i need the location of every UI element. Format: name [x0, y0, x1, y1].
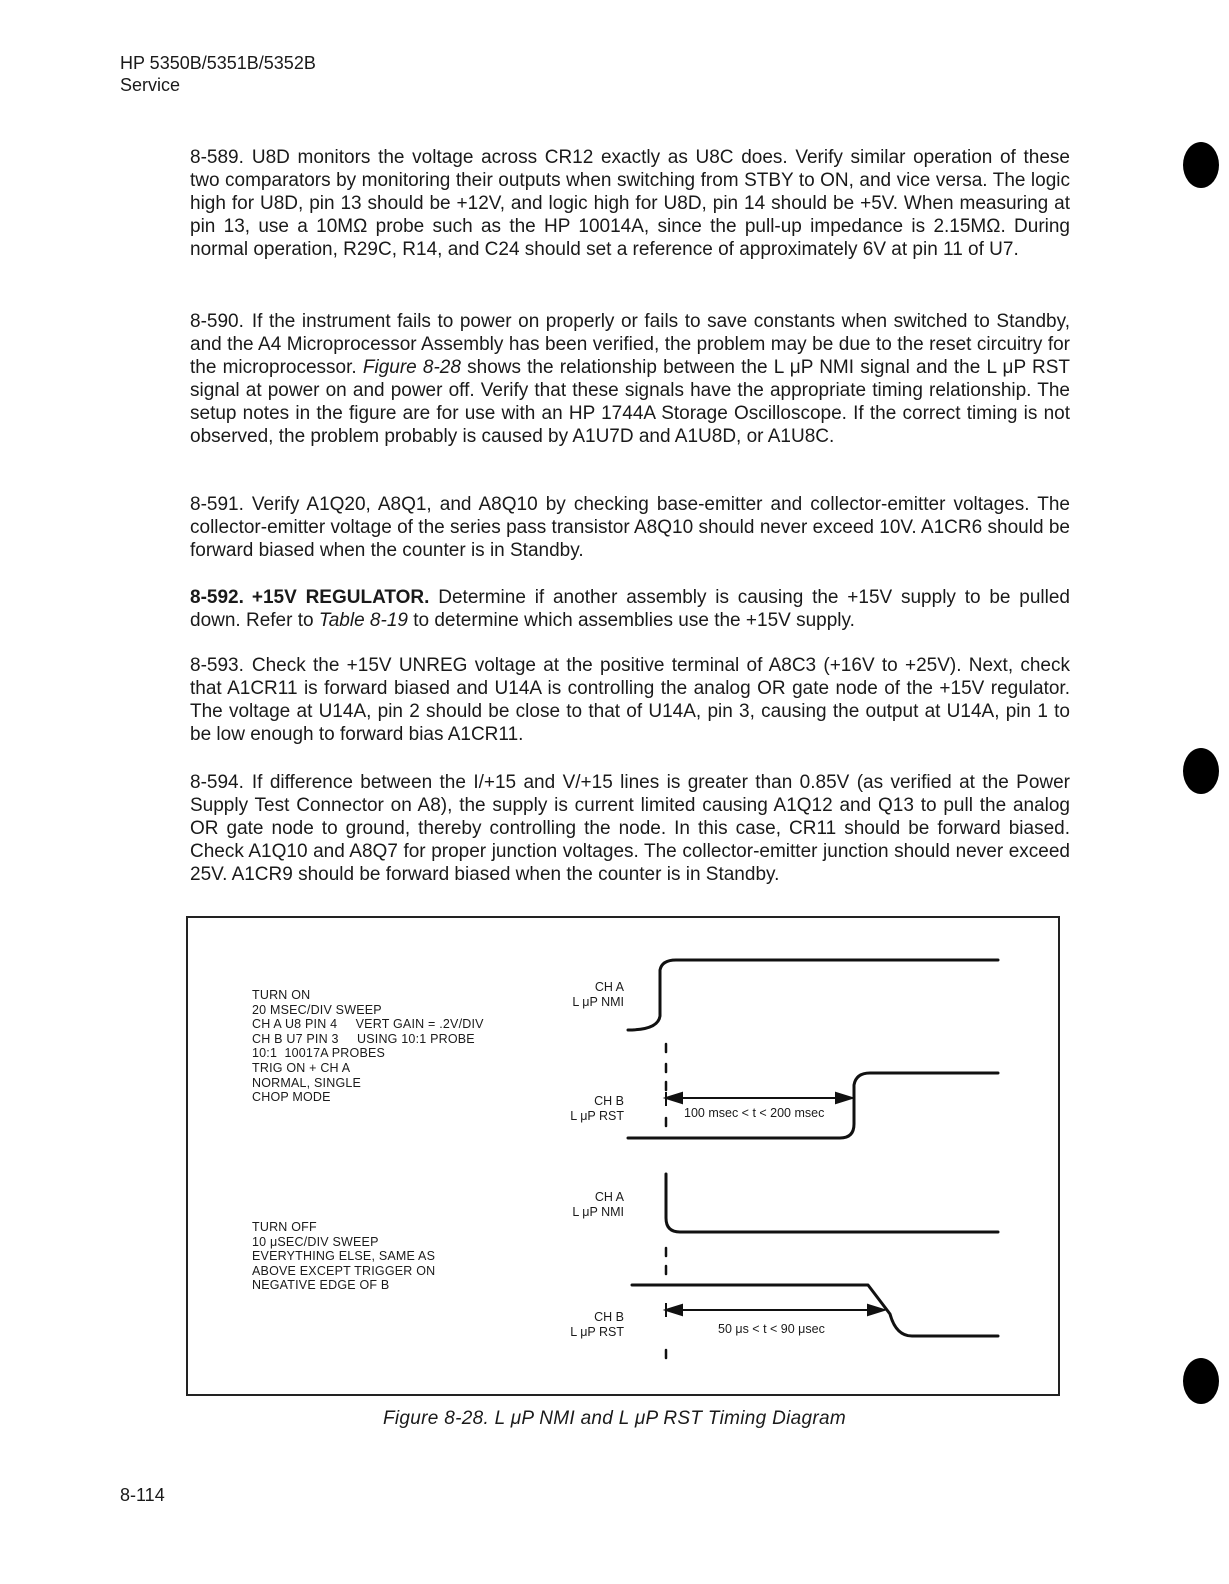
note-line: ABOVE EXCEPT TRIGGER ON [252, 1263, 436, 1278]
note-line: 20 MSEC/DIV SWEEP [252, 1002, 382, 1017]
signal-name: L μP NMI [572, 1205, 624, 1219]
note-line: CH B U7 PIN 3 USING 10:1 PROBE [252, 1031, 475, 1046]
paragraph-text: to determine which assemblies use the +15V supply. [413, 610, 855, 631]
paragraph-number: 8-593. [190, 655, 244, 676]
header-model: HP 5350B/5351B/5352B [120, 53, 316, 73]
turn-off-setup-notes [252, 1220, 435, 1293]
turn-on-arrowhead-left [666, 1093, 682, 1103]
paragraph-8-589 [190, 146, 1070, 261]
timing-diagram-figure [186, 916, 1060, 1396]
turn-off-timing-label: 50 μs < t < 90 μsec [718, 1322, 825, 1336]
note-line: EVERYTHING ELSE, SAME AS [252, 1249, 436, 1264]
paragraph-8-592 [190, 586, 1070, 632]
turn-on-ch-a-waveform [628, 960, 998, 1030]
note-line: NEGATIVE EDGE OF B [252, 1278, 390, 1293]
note-line: TURN OFF [252, 1220, 317, 1234]
note-line: 10 μSEC/DIV SWEEP [252, 1234, 379, 1249]
paragraph-number: 8-589. [190, 147, 244, 168]
paragraph-8-590 [190, 310, 1070, 448]
paragraph-text: U8D monitors the voltage across CR12 exactly as U8C does. Verify similar operation of these two comparators by monitoring their outputs when switching from STBY to ON, and vice versa. The logic high for U8D, pin 13 should be +12V, and logic high for U8D, pin 14 should be +5V. When measuring at pin 13, use a 10MΩ probe such as the HP 10014A, since the pull-up impedance is 2.15MΩ. During normal operation, R29C, R14, and C24 should set a reference of approximately 6V at pin 11 of U7. [190, 147, 1070, 260]
paragraph-text: If difference between the I/+15 and V/+15 lines is greater than 0.85V (as verified at the Power Supply Test Connector on A8), the supply is current limited causing A1Q12 and Q13 to pull the analog OR gate node to ground, thereby controlling the node. In this case, CR11 should be forward biased. Check A1Q10 and A8Q7 for proper junction voltages. The collector-emitter junction should never exceed 25V. A1CR9 should be forward biased when the counter is in Standby. [190, 772, 1070, 885]
binder-hole-bottom [1183, 1358, 1219, 1404]
turn-off-ch-a-label [572, 1190, 624, 1220]
turn-on-ch-b-label [570, 1094, 624, 1124]
turn-on-ch-a-label [572, 980, 624, 1010]
turn-on-setup-notes [252, 988, 484, 1105]
paragraph-number: 8-594. [190, 772, 244, 793]
turn-on-arrowhead-right [836, 1093, 852, 1103]
note-line: CHOP MODE [252, 1090, 331, 1105]
paragraph-8-594 [190, 771, 1070, 886]
paragraph-number: 8-592. [190, 587, 244, 608]
signal-name: L μP RST [570, 1325, 624, 1339]
section-heading: +15V REGULATOR. [251, 587, 430, 608]
signal-name: L μP NMI [572, 995, 624, 1009]
paragraph-8-591 [190, 493, 1070, 562]
channel-name: CH A [594, 980, 624, 994]
binder-hole-middle [1183, 748, 1219, 794]
paragraph-text: shows the relationship between the L μP NMI signal and the L μP RST signal at power on and power off. Verify that these signals have the appropriate timing relationship. The setup notes in the figure are for use with an HP 1744A Storage Oscilloscope. If the correct timing is not observed, the problem probably is caused by A1U7D and A1U8D, or A1U8C. [190, 357, 1070, 447]
table-reference: Table 8-19 [318, 610, 408, 631]
paragraph-text: Check the +15V UNREG voltage at the positive terminal of A8C3 (+16V to +25V). Next, check that A1CR11 is forward biased and U14A is controlling the analog OR gate node of the +15V regulator. The voltage at U14A, pin 2 should be close to that of U14A, pin 3, causing the output at U14A, pin 1 to be low enough to forward bias A1CR11. [190, 655, 1070, 745]
note-line: 10:1 10017A PROBES [252, 1046, 386, 1061]
document-header [120, 52, 316, 96]
figure-reference: Figure 8-28 [362, 357, 461, 378]
page-number: 8-114 [120, 1485, 165, 1505]
paragraph-number: 8-590. [190, 311, 244, 332]
turn-off-arrowhead-left [666, 1305, 682, 1315]
paragraph-8-593 [190, 654, 1070, 746]
turn-off-ch-a-waveform [666, 1174, 998, 1232]
channel-name: CH A [594, 1190, 624, 1204]
note-line: TURN ON [252, 988, 311, 1002]
turn-off-ch-b-label [570, 1310, 624, 1340]
signal-name: L μP RST [570, 1109, 624, 1123]
channel-name: CH B [594, 1310, 624, 1324]
paragraph-number: 8-591. [190, 494, 244, 515]
channel-name: CH B [594, 1094, 624, 1108]
note-line: CH A U8 PIN 4 VERT GAIN = .2V/DIV [252, 1017, 484, 1032]
turn-on-timing-label: 100 msec < t < 200 msec [684, 1106, 825, 1120]
paragraph-text: Determine if another assembly is causing the +15V supply to be pulled down. Refer to [190, 587, 1070, 631]
turn-off-arrowhead-right [868, 1305, 884, 1315]
paragraph-text: Verify A1Q20, A8Q1, and A8Q10 by checking base-emitter and collector-emitter voltages. The collector-emitter voltage of the series pass transistor A8Q10 should never exceed 10V. A1CR6 should be forward biased when the counter is in Standby. [190, 494, 1070, 561]
binder-hole-top [1183, 142, 1219, 188]
note-line: NORMAL, SINGLE [252, 1075, 362, 1090]
note-line: TRIG ON + CH A [252, 1060, 351, 1075]
figure-caption: Figure 8-28. L μP NMI and L μP RST Timing Diagram [382, 1408, 847, 1429]
header-section: Service [120, 75, 181, 95]
paragraph-text: If the instrument fails to power on properly or fails to save constants when switched to Standby, and the A4 Microprocessor Assembly has been verified, the problem may be due to the reset circuitry for the microprocessor. [190, 311, 1070, 378]
